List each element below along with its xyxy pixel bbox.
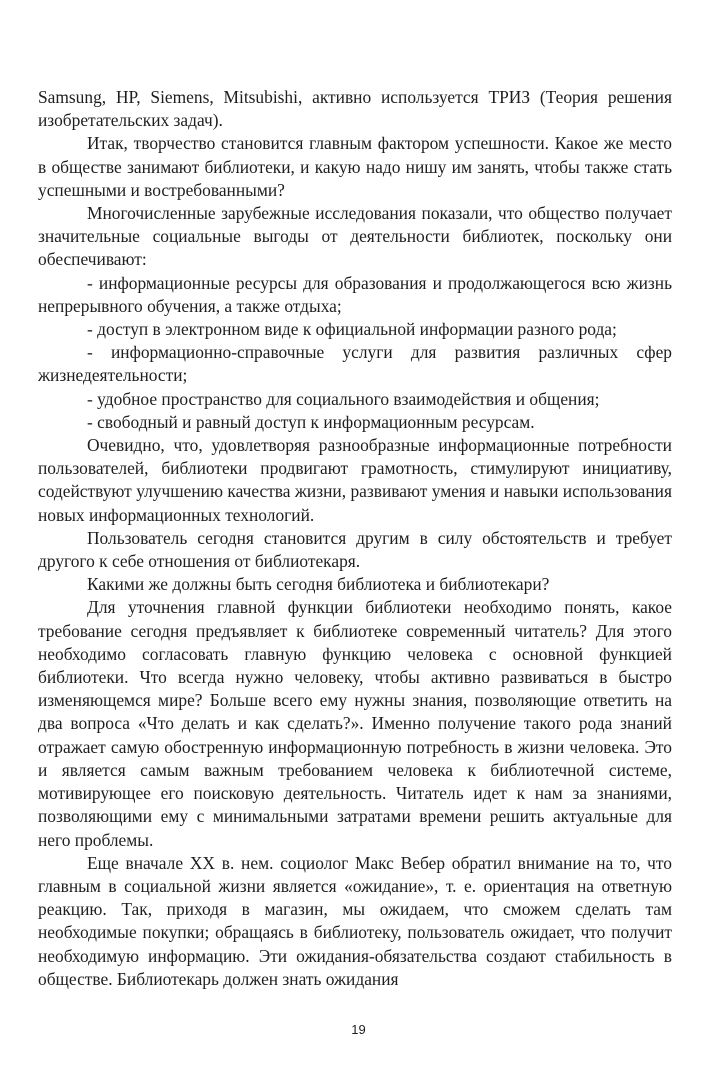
page-text (38, 86, 672, 991)
page-number: 19 (351, 1022, 366, 1037)
paragraph-1: Samsung, HP, Siemens, Mitsubishi, активно используется ТРИЗ (Теория решения изобретательских задач). (38, 87, 672, 131)
paragraph-6: Какими же должны быть сегодня библиотека и библиотекари? (87, 574, 550, 595)
paragraph-8: Еще вначале XX в. нем. социолог Макс Вебер обратил внимание на то, что главным в социальной жизни является «ожидание», т. е. ориентация на ответную реакцию. Так, приходя в магазин, мы ожидаем, что сможем сделать там необходимые покупки; обращаясь в библиотеку, пользователь ожидает, что получит необходимую информацию. Эти ожидания-обязательства создают стабильность в обществе. Библиотекарь должен знать ожидания (38, 852, 672, 989)
paragraph-4: Очевидно, что, удовлетворяя разнообразные информационные потребности пользователей, библиотеки продвигают грамотность, стимулируют инициативу, содействуют улучшению качества жизни, развивают умения и навыки использования новых информационных технологий. (38, 435, 672, 525)
list-item-5: - свободный и равный доступ к информационным ресурсам. (87, 411, 535, 432)
paragraph-7: Для уточнения главной функции библиотеки необходимо понять, какое требование сегодня предъявляет к библиотеке современный читатель? Для этого необходимо согласовать главную функцию человека с основной функцией библиотеки. Что всегда нужно человеку, чтобы активно развиваться в быстро изменяющемся мире? Больше всего ему нужны знания, позволяющие ответить на два вопроса «Что делать и как сделать?». Именно получение такого рода знаний отражает самую обостренную информационную потребность в жизни человека. Это и является самым важным требованием человека к библиотечной системе, мотивирующее его поисковую деятельность. Читатель идет к нам за знаниями, позволяющими ему с минимальными затратами времени решить актуальные для него проблемы. (38, 597, 672, 850)
paragraph-3: Многочисленные зарубежные исследования показали, что общество получает значительные социальные выгоды от деятельности библиотек, поскольку они обеспечивают: (38, 203, 672, 270)
paragraph-5: Пользователь сегодня становится другим в силу обстоятельств и требует другого к себе отношения от библиотекаря. (38, 527, 672, 572)
list-item-2: - доступ в электронном виде к официальной информации разного рода; (87, 319, 617, 340)
paragraph-2: Итак, творчество становится главным фактором успешности. Какое же место в обществе занимают библиотеки, и какую надо нишу им занять, чтобы также стать успешными и востребованными? (38, 133, 672, 200)
list-item-1: - информационные ресурсы для образования и продолжающегося всю жизнь непрерывного обучения, а также отдыха; (38, 272, 672, 316)
list-item-4: - удобное пространство для социального взаимодействия и общения; (87, 388, 600, 409)
list-item-3: - информационно-справочные услуги для развития различных сфер жизнедеятельности; (38, 342, 672, 386)
